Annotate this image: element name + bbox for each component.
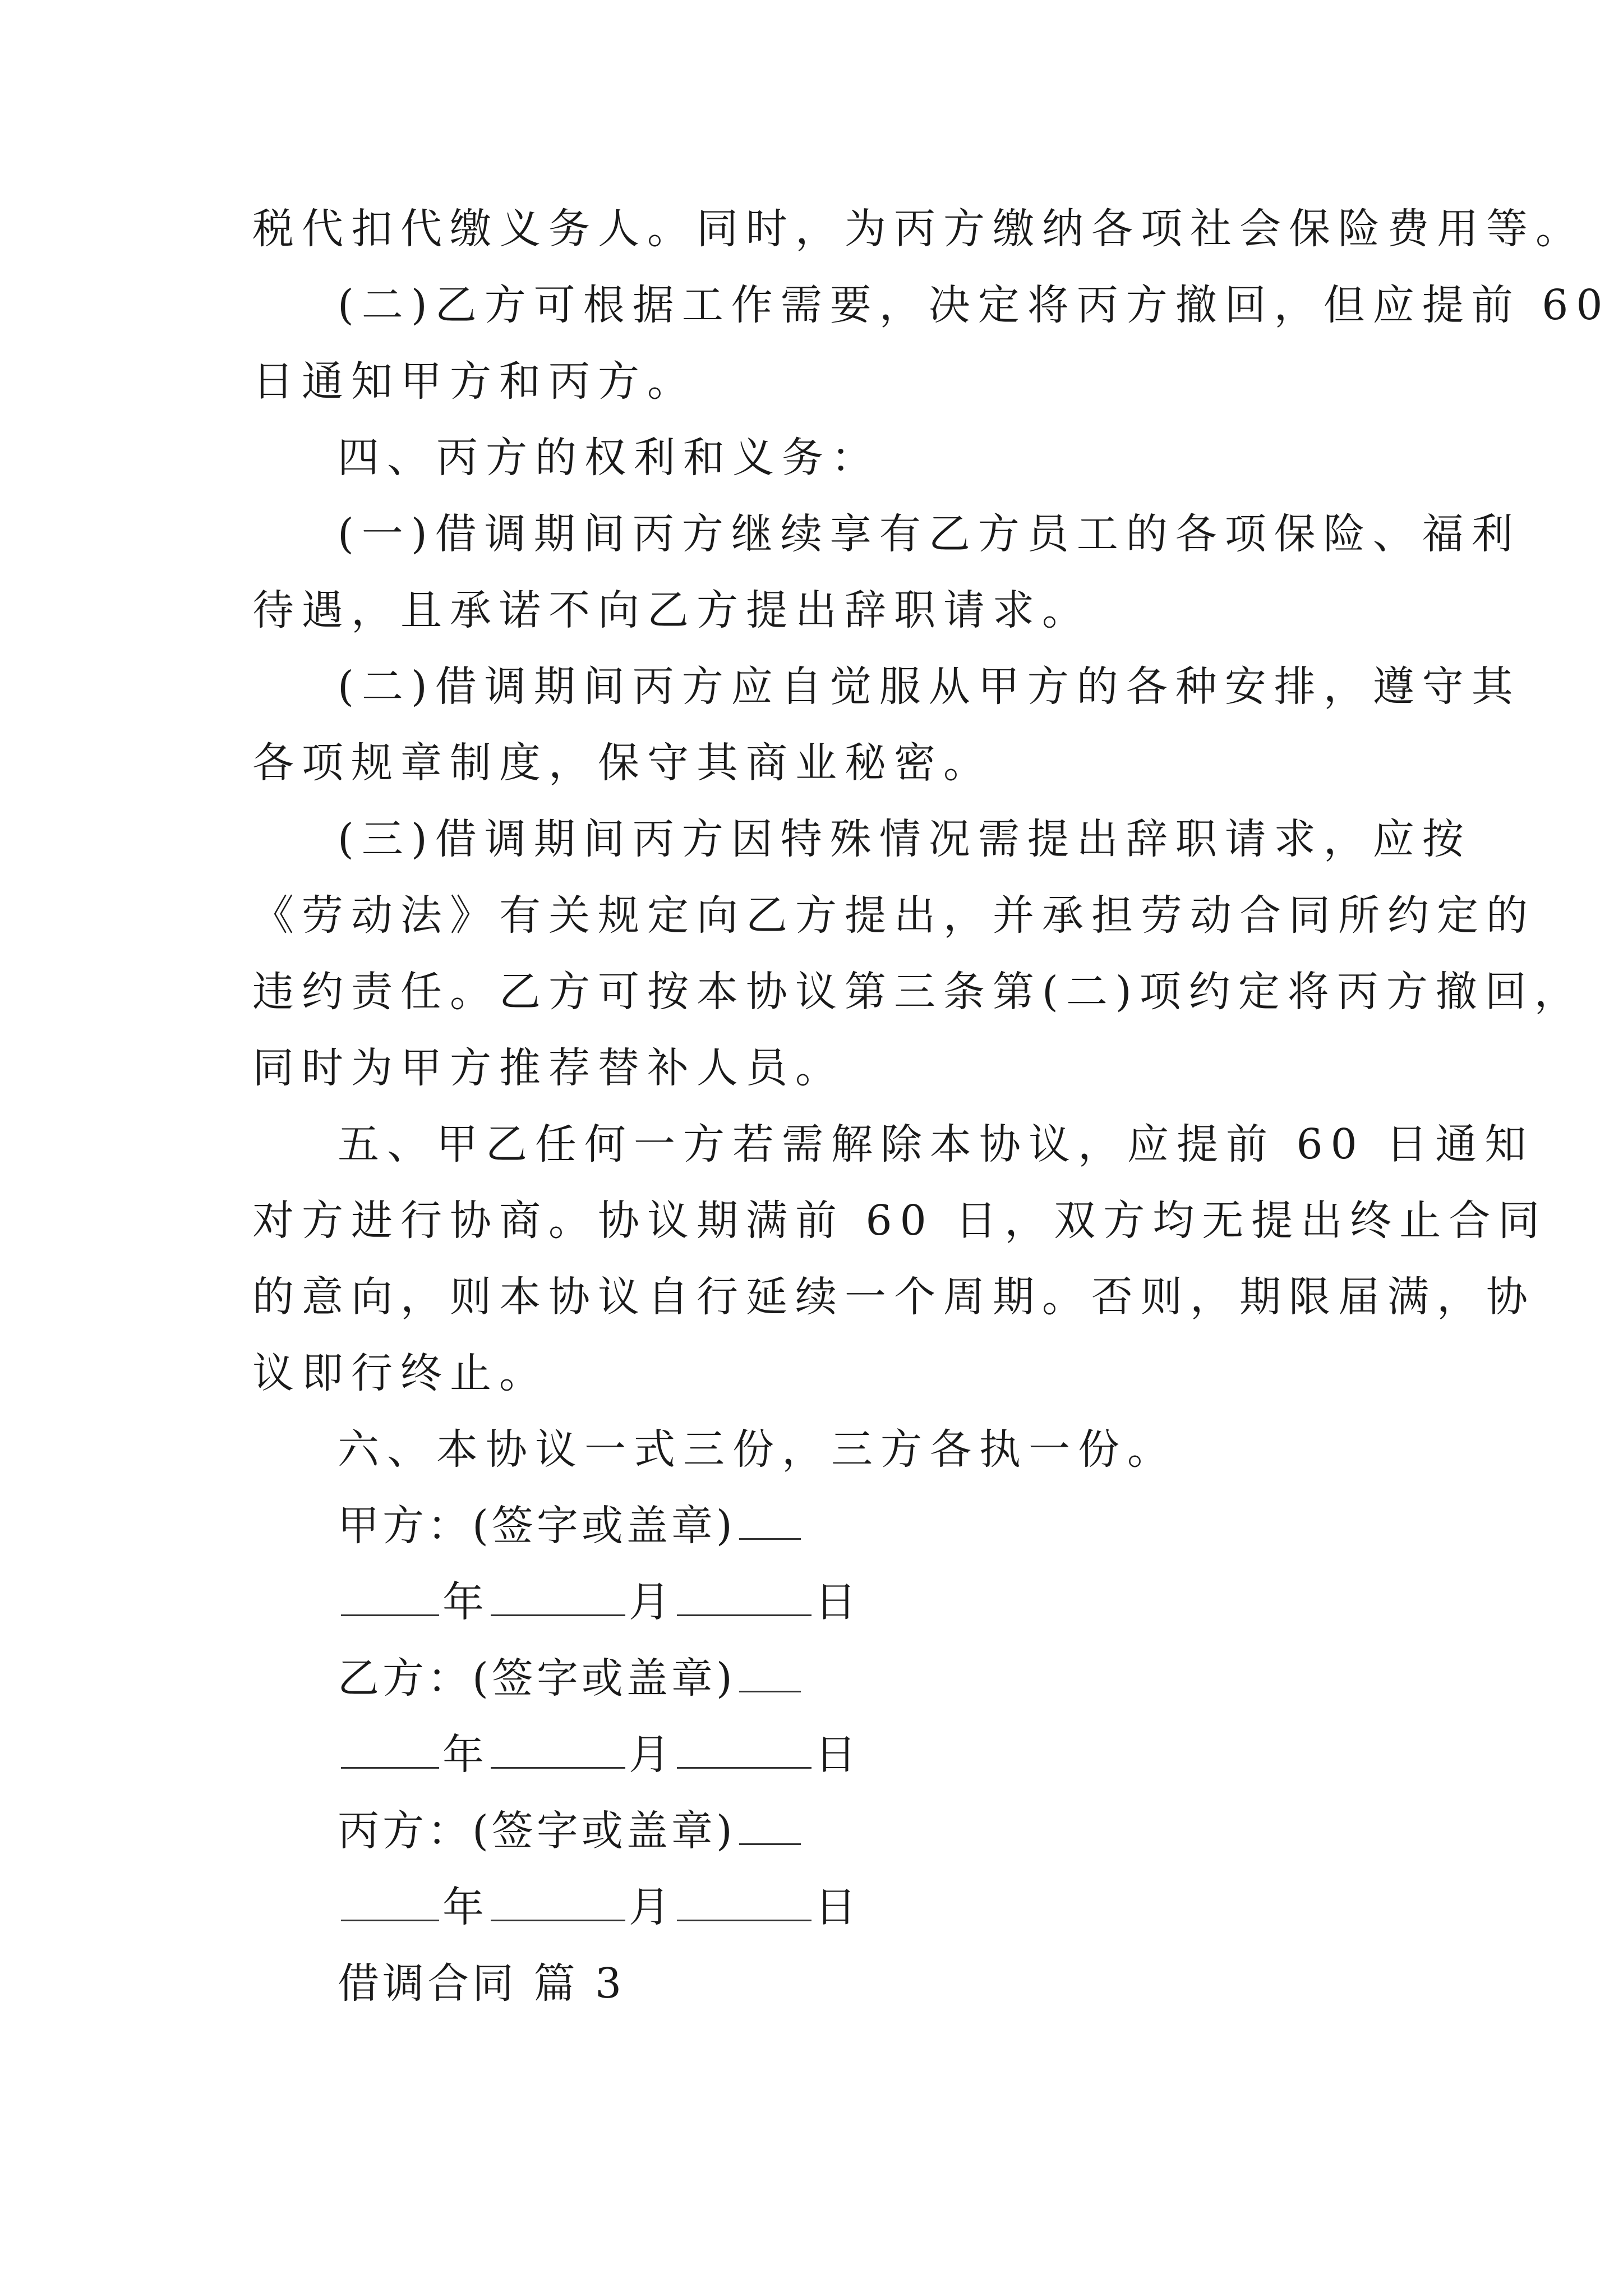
signature-line-party-a	[252, 1488, 1391, 1564]
signature-blank	[739, 1658, 801, 1692]
signature-line-party-b	[252, 1640, 1391, 1717]
signature-blank	[739, 1811, 801, 1845]
date-line-party-b	[252, 1717, 1391, 1793]
day-blank	[677, 1582, 811, 1616]
paragraph-line: 对方进行协商。协议期满前 60 日，双方均无提出终止合同	[252, 1197, 1548, 1245]
month-blank	[491, 1887, 625, 1921]
paragraph-line: 税代扣代缴义务人。同时，为丙方缴纳各项社会保险费用等。	[252, 205, 1585, 253]
signature-blank	[739, 1506, 801, 1540]
paragraph-line: (二)乙方可根据工作需要，决定将丙方撤回，但应提前 60	[338, 281, 1611, 329]
paragraph-line: 五、甲乙任何一方若需解除本协议，应提前 60 日通知	[338, 1120, 1534, 1168]
paragraph-line: (二)借调期间丙方应自觉服从甲方的各种安排，遵守其	[338, 662, 1521, 711]
paragraph-line: 议即行终止。	[252, 1349, 548, 1397]
month-label: 月	[629, 1731, 674, 1779]
date-line-party-a	[252, 1564, 1391, 1640]
paragraph-line: 的意向，则本协议自行延续一个周期。否则，期限届满，协	[252, 1273, 1536, 1321]
day-label: 日	[815, 1883, 860, 1931]
signature-line-party-c	[252, 1793, 1391, 1869]
paragraph-line: (三)借调期间丙方因特殊情况需提出辞职请求，应按	[338, 815, 1472, 863]
date-line-party-c	[252, 1869, 1391, 1945]
month-blank	[491, 1582, 625, 1616]
section-title: 借调合同 篇 3	[338, 1959, 625, 2008]
document-page	[252, 191, 1611, 2022]
section-heading: 四、丙方的权利和义务：	[338, 434, 880, 482]
year-blank	[341, 1887, 439, 1921]
signature-label: 丙方：(签字或盖章)	[338, 1807, 736, 1855]
year-blank	[341, 1734, 439, 1769]
paragraph-line: 日通知甲方和丙方。	[252, 357, 697, 406]
day-blank	[677, 1887, 811, 1921]
day-blank	[677, 1734, 811, 1769]
year-label: 年	[442, 1578, 487, 1626]
year-blank	[341, 1582, 439, 1616]
paragraph-line: 各项规章制度，保守其商业秘密。	[252, 739, 993, 787]
day-label: 日	[815, 1578, 860, 1626]
paragraph-line: 待遇，且承诺不向乙方提出辞职请求。	[252, 586, 1091, 634]
day-label: 日	[815, 1731, 860, 1779]
signature-label: 乙方：(签字或盖章)	[338, 1654, 736, 1703]
paragraph-line: 六、本协议一式三份，三方各执一份。	[338, 1425, 1177, 1474]
paragraph-line: (一)借调期间丙方继续享有乙方员工的各项保险、福利	[338, 510, 1521, 558]
month-label: 月	[629, 1883, 674, 1931]
year-label: 年	[442, 1883, 487, 1931]
paragraph-line: 违约责任。乙方可按本协议第三条第(二)项约定将丙方撤回，	[252, 968, 1584, 1016]
paragraph-line: 同时为甲方推荐替补人员。	[252, 1044, 845, 1092]
month-label: 月	[629, 1578, 674, 1626]
paragraph-line: 《劳动法》有关规定向乙方提出，并承担劳动合同所约定的	[252, 891, 1536, 940]
month-blank	[491, 1734, 625, 1769]
year-label: 年	[442, 1731, 487, 1779]
signature-label: 甲方：(签字或盖章)	[338, 1502, 736, 1550]
